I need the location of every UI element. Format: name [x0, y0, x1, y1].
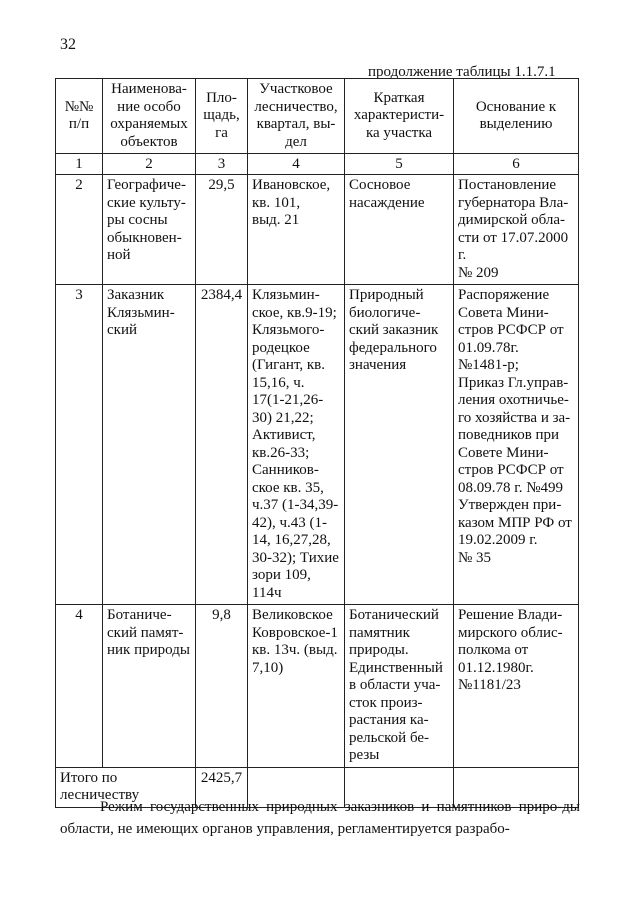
protected-areas-table: [55, 78, 579, 808]
object-basis: Решение Влади- мирского облис- полкома от 01.12.1980г. №1181/23: [454, 605, 579, 768]
body-paragraph-text: Режим государственных природных заказников и памятников приро-ды области, не имеющих органов управления, регламентируется разрабо-: [60, 799, 580, 837]
row-number: 3: [56, 285, 103, 605]
total-area: 2425,7: [196, 767, 248, 807]
object-area: 9,8: [196, 605, 248, 768]
object-forestry: Клязьмин- ское, кв.9-19; Клязьмого- родецкое (Гигант, кв. 15,16, ч. 17(1-21,26- 30) 21,22; Активист, кв.26-33; Санников- ское кв. 35, ч.37 (1-34,39- 42), ч.43 (1- 14, 16,27,28, 30-32); Тихие зори 109, 114ч: [248, 285, 345, 605]
header-description: Краткая характеристи- ка участка: [345, 79, 454, 154]
total-label: Итого по лесничеству: [56, 767, 196, 807]
object-forestry: Великовское Ковровское-1 кв. 13ч. (выд. 7,10): [248, 605, 345, 768]
column-number: 5: [345, 154, 454, 175]
object-description: Ботанический памятник природы. Единственный в области уча- сток произ- растания ка- рельской бе- резы: [345, 605, 454, 768]
column-number: 2: [103, 154, 196, 175]
object-name: Географиче- ские культу- ры сосны обыкновен- ной: [103, 175, 196, 285]
column-number-row: [56, 154, 579, 175]
header-forestry: Участковое лесничество, квартал, вы- дел: [248, 79, 345, 154]
header-area: Пло- щадь, га: [196, 79, 248, 154]
table-header-row: [56, 79, 579, 154]
header-number: №№ п/п: [56, 79, 103, 154]
object-area: 2384,4: [196, 285, 248, 605]
page-number: 32: [60, 36, 76, 53]
row-number: 2: [56, 175, 103, 285]
object-name: Заказник Клязьмин- ский: [103, 285, 196, 605]
object-description: Природный биологиче- ский заказник федерального значения: [345, 285, 454, 605]
object-area: 29,5: [196, 175, 248, 285]
object-basis: Распоряжение Совета Мини- стров РСФСР от 01.09.78г. №1481-р; Приказ Гл.управ- ления охотничье- го хозяйства и за- поведников при Совете Мини- стров РСФСР от 08.09.78 г. №499 Утвержден при- казом МПР РФ от 19.02.2009 г. № 35: [454, 285, 579, 605]
column-number: 1: [56, 154, 103, 175]
object-basis: Постановление губернатора Вла- димирской обла- сти от 17.07.2000 г. № 209: [454, 175, 579, 285]
body-paragraph: [60, 796, 580, 840]
row-number: 4: [56, 605, 103, 768]
table-row: [56, 605, 579, 768]
object-forestry: Ивановское, кв. 101, выд. 21: [248, 175, 345, 285]
column-number: 6: [454, 154, 579, 175]
table-continuation-caption: продолжение таблицы 1.1.7.1: [368, 64, 556, 80]
header-basis: Основание к выделению: [454, 79, 579, 154]
header-name: Наименова- ние особо охраняемых объектов: [103, 79, 196, 154]
object-name: Ботаниче- ский памят- ник природы: [103, 605, 196, 768]
column-number: 4: [248, 154, 345, 175]
table-row: [56, 285, 579, 605]
table-row: [56, 175, 579, 285]
column-number: 3: [196, 154, 248, 175]
object-description: Сосновое насаждение: [345, 175, 454, 285]
